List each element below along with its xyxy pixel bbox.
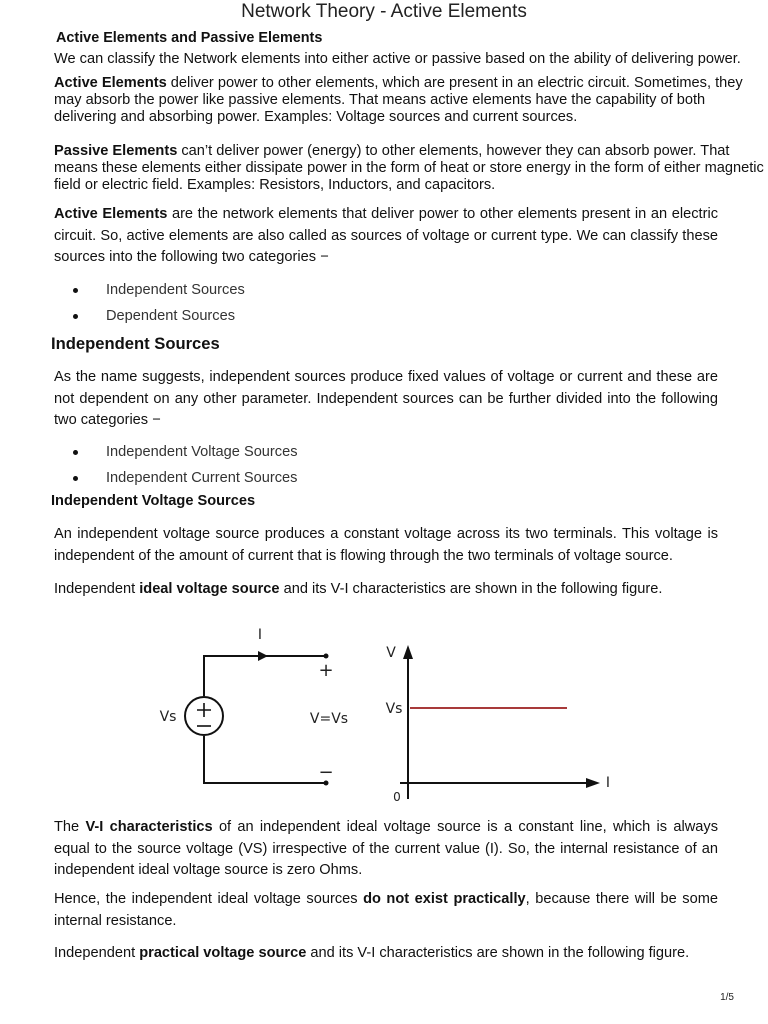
active-definition-paragraph (54, 75, 768, 126)
circuit-left-wire-bottom (204, 736, 326, 783)
v-axis-arrow-icon (403, 645, 413, 659)
hence-term: do not exist practically (363, 891, 526, 907)
independent-types-list (54, 443, 298, 495)
page-title: Network Theory - Active Elements (241, 1, 527, 22)
hence-paragraph: Hence, the independent ideal voltage sources do not exist practically, because there will be some internal resistance. (54, 891, 718, 929)
vs-level-label: Vs (385, 701, 403, 717)
bullet-icon (73, 314, 78, 319)
active-sources-term: Active Elements (54, 206, 168, 222)
current-label: I (257, 627, 263, 643)
independent-sources-paragraph: As the name suggests, independent sources produce fixed values of voltage or current and these are not dependent on any other parameter. Independent sources can be further divided into the following two categories − (54, 369, 718, 428)
list-item: Dependent Sources (54, 307, 245, 333)
minus-label: − (318, 762, 334, 783)
i-axis-label: I (605, 775, 611, 791)
passive-definition-text: can’t deliver power (energy) to other elements, however they can absorb power. That means these elements either dissipate power in the form of heat or store energy in the form of either magnetic field or electric field. Examples: Resistors, Inductors, and capacitors. (54, 143, 764, 193)
active-sources-paragraph (54, 204, 718, 269)
list-item: Independent Voltage Sources (54, 443, 298, 469)
current-arrow-icon (258, 651, 268, 661)
source-types-list (54, 281, 245, 333)
positive-terminal (324, 654, 329, 659)
vi-characteristics-paragraph: The V-I characteristics of an independent ideal voltage source is a constant line, which is always equal to the source voltage (VS) irrespective of the current value (I). So, the internal resistance of an independent ideal voltage source is zero Ohms. (54, 819, 719, 878)
active-definition-text: deliver power to other elements, which are present in an electric circuit. Sometimes, they may absorb the power like passive elements. That means active elements have the capability of both delivering and absorbing power. Examples: Voltage sources and current sources. (54, 75, 743, 125)
intro-heading: Active Elements and Passive Elements (56, 30, 323, 46)
ideal-figure-caption: Independent ideal voltage source and its V-I characteristics are shown in the following figure. (54, 581, 663, 597)
bullet-icon (73, 450, 78, 455)
intro-paragraph: We can classify the Network elements into either active or passive based on the ability of delivering power. (54, 51, 741, 67)
active-sources-text: are the network elements that deliver power to other elements present in an electric circuit. So, active elements are also called as sources of voltage or current type. We can classify these sources into the following two categories − (54, 206, 719, 265)
active-definition-term: Active Elements (54, 75, 167, 91)
practical-figure-caption: Independent practical voltage source and its V-I characteristics are shown in the following figure. (54, 945, 690, 961)
independent-sources-heading: Independent Sources (51, 334, 220, 353)
list-item: Independent Current Sources (54, 469, 298, 495)
passive-definition-paragraph (54, 143, 768, 194)
i-axis-arrow-icon (586, 778, 600, 788)
ivs-paragraph: An independent voltage source produces a constant voltage across its two terminals. This voltage is independent of the amount of current that is flowing through the two terminals of voltage source. (54, 526, 718, 564)
source-label: Vs (159, 709, 177, 725)
v-axis-label: V (386, 645, 396, 661)
plus-label: + (318, 660, 334, 681)
bullet-icon (73, 476, 78, 481)
source-plus-icon (197, 703, 211, 717)
voltage-equation-label: V=Vs (309, 711, 349, 727)
vi-characteristics-term: V-I characteristics (85, 819, 213, 835)
ivs-heading: Independent Voltage Sources (51, 493, 256, 509)
ideal-voltage-source-figure (150, 615, 620, 810)
practical-figure-term: practical voltage source (139, 945, 307, 961)
passive-definition-term: Passive Elements (54, 143, 178, 159)
origin-label: 0 (393, 790, 401, 804)
list-item: Independent Sources (54, 281, 245, 307)
bullet-icon (73, 288, 78, 293)
page-number: 1/5 (720, 992, 734, 1003)
ideal-figure-term: ideal voltage source (139, 581, 280, 597)
